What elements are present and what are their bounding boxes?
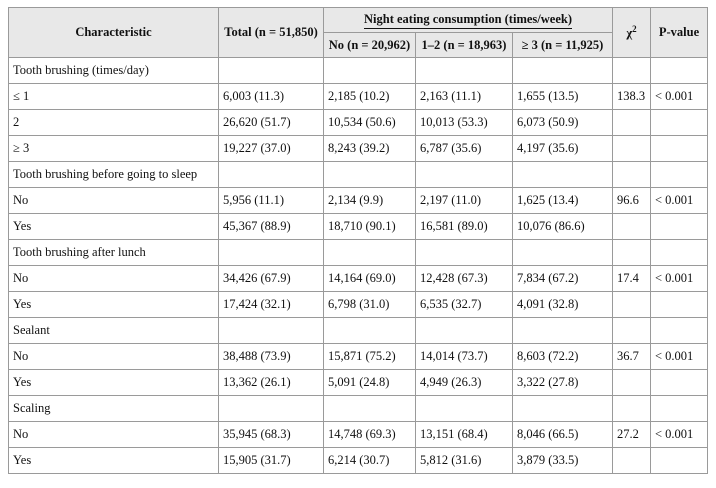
header-chi-square [613,8,651,58]
cell-mid: 14,014 (73.7) [416,344,513,370]
empty-cell [513,162,613,188]
empty-cell [651,58,708,84]
row-label: 2 [9,110,219,136]
row-label: No [9,422,219,448]
cell-high: 8,603 (72.2) [513,344,613,370]
empty-cell [651,162,708,188]
header-sub-high: ≥ 3 (n = 11,925) [513,33,613,58]
cell-no: 14,748 (69.3) [324,422,416,448]
cell-pvalue: < 0.001 [651,344,708,370]
cell-chi-square [613,370,651,396]
cell-chi-square [613,214,651,240]
table-row [9,214,708,240]
cell-no: 6,214 (30.7) [324,448,416,474]
table-row [9,292,708,318]
cell-total: 34,426 (67.9) [219,266,324,292]
table-row [9,422,708,448]
header-chi-sup: 2 [632,23,637,34]
cell-total: 15,905 (31.7) [219,448,324,474]
cell-total: 13,362 (26.1) [219,370,324,396]
header-total: Total (n = 51,850) [219,8,324,58]
header-group [324,8,613,33]
empty-cell [324,58,416,84]
empty-cell [651,318,708,344]
header-chi-base: χ [626,26,633,41]
empty-cell [219,240,324,266]
table-body [9,58,708,474]
cell-chi-square: 36.7 [613,344,651,370]
cell-high: 1,655 (13.5) [513,84,613,110]
cell-chi-square [613,110,651,136]
row-label: No [9,344,219,370]
empty-cell [324,162,416,188]
row-label: ≥ 3 [9,136,219,162]
cell-mid: 12,428 (67.3) [416,266,513,292]
cell-no: 8,243 (39.2) [324,136,416,162]
cell-total: 35,945 (68.3) [219,422,324,448]
cell-no: 14,164 (69.0) [324,266,416,292]
cell-pvalue [651,214,708,240]
empty-cell [416,240,513,266]
header-characteristic: Characteristic [9,8,219,58]
cell-mid: 2,163 (11.1) [416,84,513,110]
cell-high: 8,046 (66.5) [513,422,613,448]
header-sub-no: No (n = 20,962) [324,33,416,58]
cell-no: 18,710 (90.1) [324,214,416,240]
cell-high: 7,834 (67.2) [513,266,613,292]
row-label: No [9,266,219,292]
cell-chi-square [613,136,651,162]
empty-cell [324,396,416,422]
cell-mid: 5,812 (31.6) [416,448,513,474]
empty-cell [651,240,708,266]
cell-chi-square [613,448,651,474]
cell-mid: 16,581 (89.0) [416,214,513,240]
cell-pvalue: < 0.001 [651,84,708,110]
row-label: Yes [9,370,219,396]
empty-cell [613,162,651,188]
section-label: Tooth brushing before going to sleep [9,162,219,188]
empty-cell [513,240,613,266]
section-row [9,396,708,422]
empty-cell [324,240,416,266]
row-label: ≤ 1 [9,84,219,110]
empty-cell [219,162,324,188]
cell-pvalue: < 0.001 [651,266,708,292]
header-sub-mid: 1–2 (n = 18,963) [416,33,513,58]
empty-cell [513,58,613,84]
table-row [9,136,708,162]
empty-cell [416,396,513,422]
empty-cell [613,240,651,266]
empty-cell [219,318,324,344]
cell-pvalue [651,292,708,318]
section-row [9,58,708,84]
cell-total: 38,488 (73.9) [219,344,324,370]
cell-high: 3,322 (27.8) [513,370,613,396]
empty-cell [613,396,651,422]
cell-pvalue: < 0.001 [651,188,708,214]
section-row [9,318,708,344]
cell-chi-square: 17.4 [613,266,651,292]
cell-mid: 6,535 (32.7) [416,292,513,318]
cell-mid: 2,197 (11.0) [416,188,513,214]
section-label: Tooth brushing (times/day) [9,58,219,84]
row-label: Yes [9,292,219,318]
header-group-label: Night eating consumption (times/week) [364,13,572,29]
empty-cell [416,162,513,188]
cell-no: 6,798 (31.0) [324,292,416,318]
table-row [9,188,708,214]
cell-high: 4,091 (32.8) [513,292,613,318]
cell-chi-square: 27.2 [613,422,651,448]
table-row [9,370,708,396]
empty-cell [613,58,651,84]
cell-total: 5,956 (11.1) [219,188,324,214]
empty-cell [219,396,324,422]
cell-mid: 13,151 (68.4) [416,422,513,448]
cell-no: 2,185 (10.2) [324,84,416,110]
cell-chi-square [613,292,651,318]
header-pvalue: P-value [651,8,708,58]
cell-pvalue [651,110,708,136]
row-label: No [9,188,219,214]
table-row [9,344,708,370]
table-row [9,84,708,110]
cell-total: 45,367 (88.9) [219,214,324,240]
cell-high: 10,076 (86.6) [513,214,613,240]
cell-high: 6,073 (50.9) [513,110,613,136]
results-table [8,7,708,474]
section-label: Sealant [9,318,219,344]
row-label: Yes [9,448,219,474]
cell-mid: 10,013 (53.3) [416,110,513,136]
empty-cell [324,318,416,344]
cell-total: 6,003 (11.3) [219,84,324,110]
cell-no: 2,134 (9.9) [324,188,416,214]
table-row [9,110,708,136]
row-label: Yes [9,214,219,240]
table-row [9,266,708,292]
section-label: Scaling [9,396,219,422]
empty-cell [651,396,708,422]
cell-high: 1,625 (13.4) [513,188,613,214]
cell-high: 4,197 (35.6) [513,136,613,162]
empty-cell [416,318,513,344]
cell-pvalue [651,448,708,474]
cell-pvalue [651,370,708,396]
empty-cell [613,318,651,344]
cell-total: 26,620 (51.7) [219,110,324,136]
cell-mid: 6,787 (35.6) [416,136,513,162]
cell-pvalue [651,136,708,162]
cell-total: 17,424 (32.1) [219,292,324,318]
cell-high: 3,879 (33.5) [513,448,613,474]
section-row [9,162,708,188]
cell-mid: 4,949 (26.3) [416,370,513,396]
cell-pvalue: < 0.001 [651,422,708,448]
cell-no: 15,871 (75.2) [324,344,416,370]
empty-cell [416,58,513,84]
cell-no: 5,091 (24.8) [324,370,416,396]
table-row [9,448,708,474]
cell-chi-square: 138.3 [613,84,651,110]
cell-no: 10,534 (50.6) [324,110,416,136]
section-row [9,240,708,266]
table-container [8,7,708,474]
empty-cell [219,58,324,84]
section-label: Tooth brushing after lunch [9,240,219,266]
cell-chi-square: 96.6 [613,188,651,214]
empty-cell [513,396,613,422]
empty-cell [513,318,613,344]
cell-total: 19,227 (37.0) [219,136,324,162]
